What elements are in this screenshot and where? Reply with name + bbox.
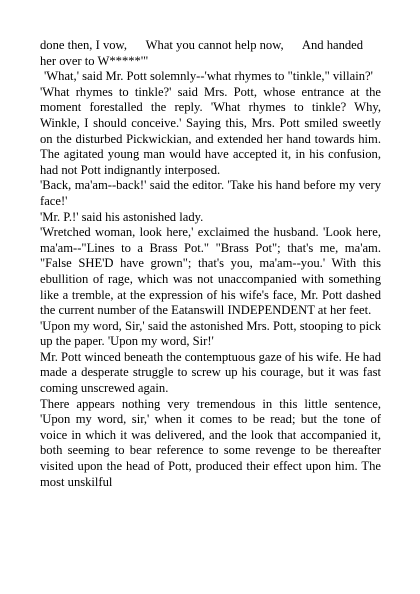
- document-page: [40, 38, 381, 490]
- paragraph: Mr. Pott winced beneath the contemptuous gaze of his wife. He had made a desperate struggle to screw up his courage, but it was fast coming unscrewed again.: [40, 349, 381, 396]
- paragraph: 'Upon my word, Sir,' said the astonished Mrs. Pott, stooping to pick up the paper. 'Upon my word, Sir!': [40, 318, 381, 349]
- paragraph: 'Back, ma'am--back!' said the editor. 'Take his hand before my very face!': [40, 178, 381, 208]
- verse-continuation: done then, I vow, What you cannot help now, And handed her over to W*****'": [40, 38, 367, 68]
- paragraph: 'What rhymes to tinkle?' said Mrs. Pott, whose entrance at the moment forestalled the reply. 'What rhymes to tinkle? Why, Winkle, I should conceive.' Saying this, Mrs. Pott smiled sweetly on the disturbed Pickwickian, and extended her hand towards him. The agitated young man would have accepted it, in his confusion, had not Pott indignantly interposed.: [40, 84, 381, 177]
- paragraph: 'Wretched woman, look here,' exclaimed the husband. 'Look here, ma'am--"Lines to a Brass Pot." "Brass Pot"; that's me, ma'am. "False SHE'D have grown"; that's you, ma'am--you.' With this ebullition of rage, which was not unaccompanied with something like a tremble, at the expression of his wife's face, Mr. Pott dashed the current number of the Eatanswill INDEPENDENT at her feet.: [40, 225, 381, 318]
- paragraph: 'Mr. P.!' said his astonished lady.: [40, 209, 204, 224]
- paragraph: 'What,' said Mr. Pott solemnly--'what rhymes to "tinkle," villain?': [44, 69, 373, 84]
- paragraph: There appears nothing very tremendous in this little sentence, 'Upon my word, sir,' when it comes to be read; but the tone of voice in which it was delivered, and the look that accompanied it, both seeming to bear reference to some revenge to be thereafter visited upon the head of Pott, produced their effect upon him. The most unskilful: [40, 396, 381, 489]
